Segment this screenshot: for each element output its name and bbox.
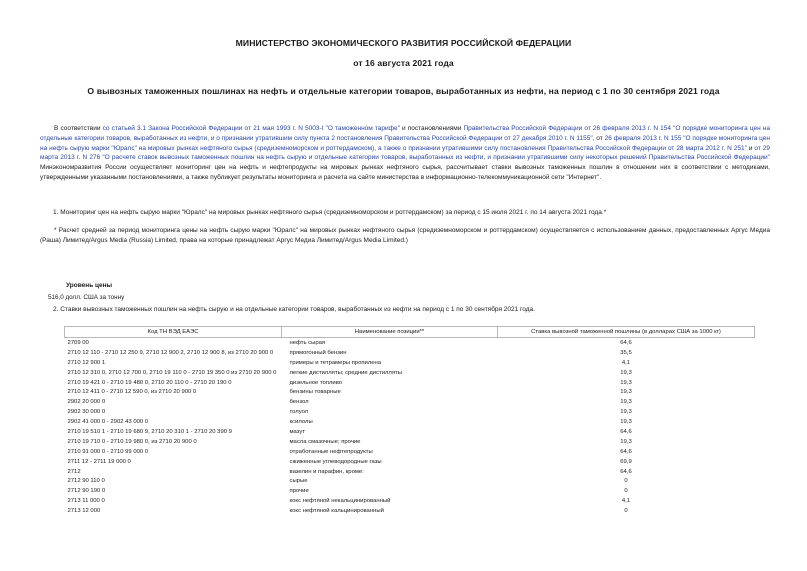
duty-rate-cell: 64,6 xyxy=(620,468,632,475)
table-row xyxy=(65,506,755,516)
price-level-value: 516,0 долл. США за тонну xyxy=(48,294,125,301)
table-row xyxy=(65,417,755,427)
position-name-cell: прямогонный бензин xyxy=(289,349,347,356)
tnved-code-cell: 2902 20 000 0 xyxy=(67,399,106,406)
intro-text-1: В соответствии xyxy=(54,125,103,132)
duty-rate-cell: 0 xyxy=(624,488,628,495)
tnved-code-cell: 2709 00 xyxy=(67,339,89,346)
table-row xyxy=(65,397,755,407)
table-row xyxy=(65,447,755,457)
tnved-code-cell: 2712 xyxy=(67,468,81,475)
tnved-code-cell: 2710 12 110 - 2710 12 250 9, 2710 12 900 2, 2710 12 900 8, из 2710 20 900 0 xyxy=(67,349,274,356)
rates-note: 2. Ставки вывозных таможенных пошлин на нефть сырую и на отдельные категории товаров, выработанных из нефти на период с 1 по 30 сентября 2021 года. xyxy=(53,306,535,313)
duty-rate-cell: 19,3 xyxy=(620,419,632,426)
tnved-code-cell: 2711 12 - 2711 19 000 0 xyxy=(67,458,131,465)
table-row xyxy=(65,457,755,467)
table-header-row xyxy=(65,327,755,338)
table-row xyxy=(65,378,755,388)
position-name-cell: сжиженные углеводородные газы xyxy=(289,458,382,465)
position-name-cell: кокс нефтяной кальцинированный xyxy=(289,508,384,515)
duty-rate-cell: 19,3 xyxy=(620,369,632,376)
duty-rate-cell: 64,6 xyxy=(620,428,632,435)
position-name-cell: вазелин и парафин, кроме: xyxy=(289,468,364,475)
position-name-cell: бензины товарные xyxy=(289,389,341,396)
table-row xyxy=(65,476,755,486)
duty-rate-cell: 69,9 xyxy=(620,458,632,465)
duty-rate-cell: 4,1 xyxy=(621,359,631,366)
tnved-code-cell: 2712 90 110 0 xyxy=(67,478,105,485)
table-row xyxy=(65,486,755,496)
tnved-code-cell: 2713 12 000 xyxy=(67,508,101,515)
tnved-code-cell: 2710 19 510 1 - 2710 19 680 9, 2710 20 310 1 - 2710 20 390 9 xyxy=(67,428,232,435)
intro-text-3: , от xyxy=(592,134,605,142)
duty-rate-cell: 4,1 xyxy=(621,498,631,505)
position-name-cell: бензол xyxy=(289,399,309,406)
tnved-code-cell: 2902 30 000 0 xyxy=(67,409,106,416)
document-date: от 16 августа 2021 года xyxy=(353,58,454,68)
law-link[interactable]: со статьей 3.1 Закона Российской Федерации от 21 мая 1993 г. N 5003-I "О таможенном тарифе" xyxy=(102,125,400,132)
header-name: Наименование позиции** xyxy=(282,327,498,338)
tnved-code-cell: 2710 91 000 0 - 2710 99 000 0 xyxy=(67,448,149,455)
intro-text-2: и постановлениями xyxy=(399,125,464,132)
tnved-code-cell: 2710 19 710 0 - 2710 19 980 0, из 2710 20 900 0 xyxy=(67,438,197,445)
table-body xyxy=(65,338,755,517)
table-row xyxy=(65,368,755,378)
duty-rate-cell: 19,3 xyxy=(620,379,632,386)
position-name-cell: масла смазочные; прочие xyxy=(289,438,361,445)
duty-rates-table xyxy=(64,326,755,516)
resolution-154-link[interactable]: Правительства Российской Федерации от 26 февраля 2013 г. N 154 "О порядке мониторинга цен на отдельные категории товаров, выработанных из нефти, и о признании утратившим силу пункта 2 постановления Правительства Российской Федерации от 27 декабря 2010 г. N 1155" xyxy=(40,125,770,142)
position-name-cell: прочие xyxy=(289,488,309,495)
table-row xyxy=(65,407,755,417)
table-row xyxy=(65,338,755,348)
intro-text-4: и xyxy=(746,144,755,152)
position-name-cell: толуол xyxy=(289,409,309,416)
ministry-heading: МИНИСТЕРСТВО ЭКОНОМИЧЕСКОГО РАЗВИТИЯ РОССИЙСКОЙ ФЕДЕРАЦИИ xyxy=(235,38,572,48)
table-row xyxy=(65,496,755,506)
tnved-code-cell: 2713 11 000 0 xyxy=(67,498,105,505)
price-level-title: Уровень цены xyxy=(66,282,113,289)
tnved-code-cell: 2902 41 000 0 - 2902 43 000 0 xyxy=(67,419,149,426)
duty-rate-cell: 19,3 xyxy=(620,438,632,445)
table-row xyxy=(65,437,755,447)
position-name-cell: кокс нефтяной некальцинированный xyxy=(289,498,391,505)
table-row xyxy=(65,348,755,358)
position-name-cell: ксилолы xyxy=(289,419,313,426)
header-code: Код ТН ВЭД ЕАЭС xyxy=(65,327,282,338)
position-name-cell: сырые xyxy=(289,478,308,485)
duty-rate-cell: 19,3 xyxy=(620,409,632,416)
position-name-cell: тримеры и тетрамеры пропилена xyxy=(289,359,382,366)
position-name-cell: дизельное топливо xyxy=(289,379,343,386)
table-row xyxy=(65,467,755,477)
intro-paragraph xyxy=(40,124,770,183)
resolution-276-link[interactable]: от 29 марта 2013 г. N 276 "О расчете ставок вывозных таможенных пошлин на нефть сырую и отдельные категории товаров, выработанных из нефти, и признании утратившими силу некоторых решений Правительства Российской Федерации" xyxy=(40,144,770,162)
tnved-code-cell: 2710 12 900 1 xyxy=(67,359,106,366)
duty-rate-cell: 64,6 xyxy=(620,448,632,455)
duty-rate-cell: 0 xyxy=(624,478,628,485)
intro-text-5: Минэкономразвития России осуществляет мониторинг цен на нефть и нефтепродукты на мировых рынках нефтяного сырья, рассчитывает ставки вывозных таможенных пошлин в отношении них в соответствии с методиками, утвержденными указанными постановлениями, а также публикует результаты мониторинга и расчета на сайте министерства в информационно-телекоммуникационной сети "Интернет". xyxy=(40,164,770,181)
tnved-code-cell: 2712 90 190 0 xyxy=(67,488,106,495)
position-name-cell: мазут xyxy=(289,428,306,435)
tnved-code-cell: 2710 12 411 0 - 2710 12 590 0, из 2710 20 900 0 xyxy=(67,389,197,396)
duty-rate-cell: 64,6 xyxy=(620,339,632,346)
duty-rate-cell: 19,3 xyxy=(620,399,632,406)
tnved-code-cell: 2710 19 421 0 - 2710 19 480 0, 2710 20 110 0 - 2710 20 190 0 xyxy=(67,379,232,386)
table-row xyxy=(65,387,755,397)
footnote: * Расчет средней за период мониторинга цены на нефть сырую марки "Юралс" на мировых рынках нефтяного сырья (средиземноморском и роттердамском) осуществляется с использованием данных, предоставленных Аргус Медиа (Раша) Лимитед/Argus Media (Russia) Limited, права на которые принадлежат Аргус Медиа Лимитед/Argus Media Limited.) xyxy=(40,227,770,244)
duty-rate-cell: 0 xyxy=(624,508,628,515)
monitoring-note: 1. Мониторинг цен на нефть сырую марки "Юралс" на мировых рынках нефтяного сырья (средиземноморском и роттердамском) за период с 15 июля 2021 г. по 14 августа 2021 года.* xyxy=(53,209,607,216)
table-row xyxy=(65,427,755,437)
position-name-cell: нефть сырая xyxy=(289,339,326,346)
header-rate: Ставка вывозной таможенной пошлины (в долларах США за 1000 кг) xyxy=(498,327,755,338)
tnved-code-cell: 2710 12 310 0, 2710 12 700 0, 2710 19 110 0 - 2710 19 350 0 из 2710 20 900 0 xyxy=(67,369,277,376)
duty-rate-cell: 35,5 xyxy=(620,349,632,356)
duty-rate-cell: 19,3 xyxy=(620,389,632,396)
resolution-155-link[interactable]: 26 февраля 2013 г. N 155 "О порядке мониторинга цен на нефть сырую марки "Юралс" на мировых рынках нефтяного сырья (средиземноморском и роттердамском), а также о признании утратившими силу постановления Правительства Российской Федерации от 28 марта 2012 г. N 251" xyxy=(40,134,770,152)
document-title: О вывозных таможенных пошлинах на нефть и отдельные категории товаров, выработанных из нефти, на период с 1 по 30 сентября 2021 года xyxy=(87,86,720,96)
position-name-cell: отработанные нефтепродукты xyxy=(289,448,373,455)
position-name-cell: легкие дистилляты; средние дистилляты xyxy=(289,369,402,376)
table-row xyxy=(65,358,755,368)
